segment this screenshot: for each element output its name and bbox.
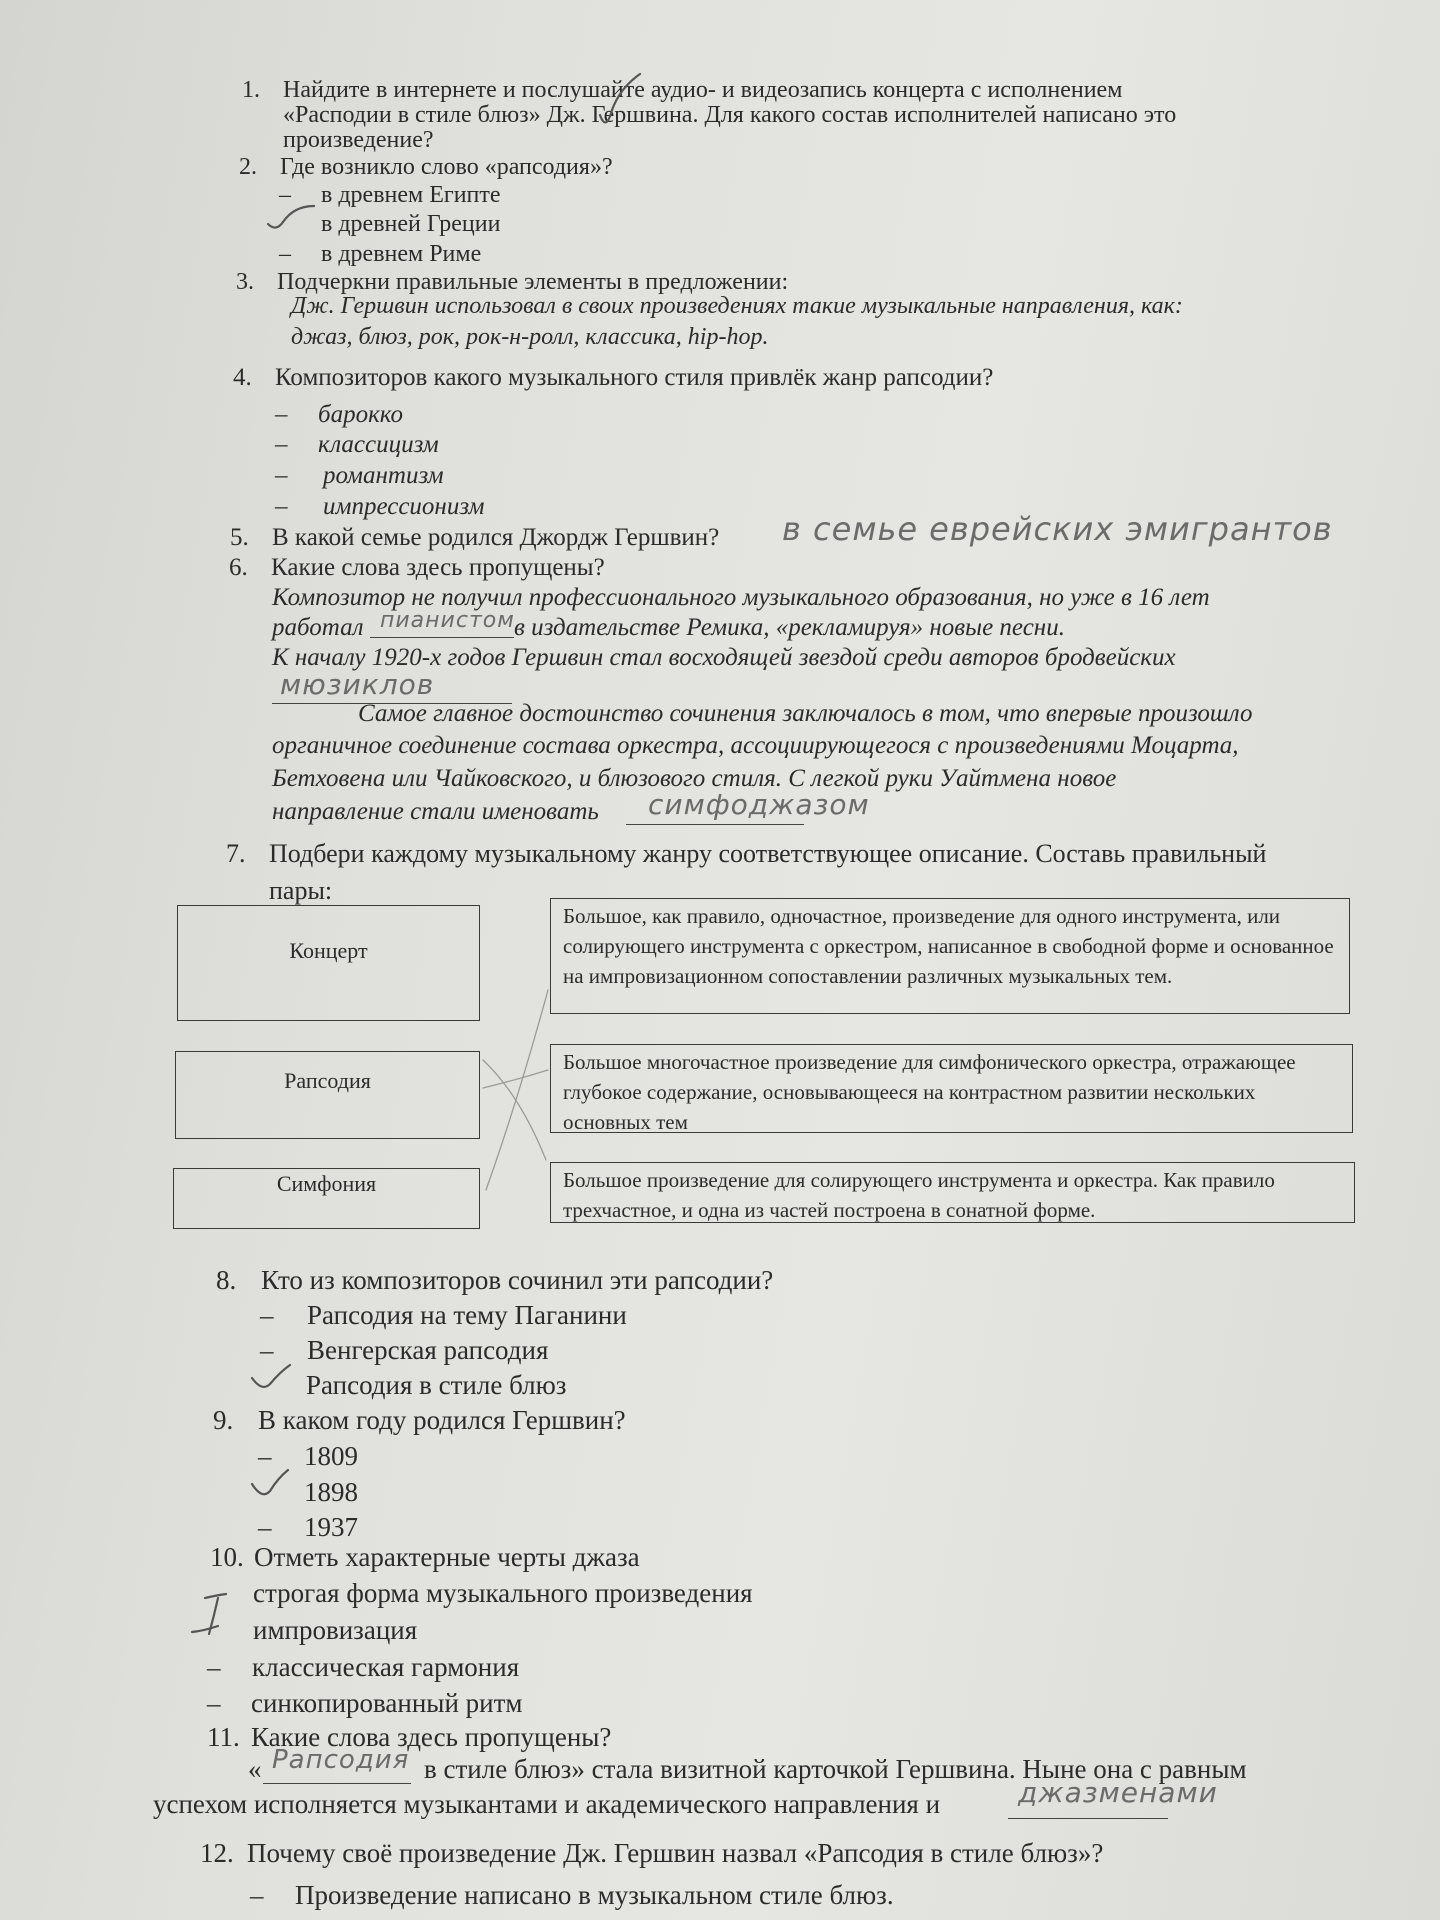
- q5-handwritten-answer: в семье еврейских эмигрантов: [782, 510, 1333, 548]
- q10-option: импровизация: [253, 1615, 418, 1645]
- q4-option-marker: –: [275, 431, 288, 458]
- q12-number: 12.: [200, 1838, 234, 1868]
- q4-option: барокко: [318, 401, 404, 428]
- q2-option: в древнем Египте: [321, 182, 501, 208]
- q4-option-marker: –: [275, 462, 288, 489]
- q10-option-marker: –: [207, 1688, 221, 1718]
- q4-number: 4.: [233, 364, 252, 391]
- q2-option: в древней Греции: [321, 211, 501, 237]
- q6-handwritten-answer3: симфоджазом: [648, 788, 870, 821]
- q6-text-line7: направление стали именовать: [272, 798, 599, 825]
- q6-text-line5: органичное соединение состава оркестра, ассоциирующегося с произведениями Моцарта,: [272, 732, 1239, 759]
- q12-option-marker: –: [250, 1880, 264, 1910]
- genre-label: Рапсодия: [284, 1068, 371, 1093]
- q2-checkmark-icon: [268, 206, 314, 228]
- q3-number: 3.: [236, 269, 254, 295]
- description-text: Большое, как правило, одночастное, произведение для одного инструмента, или солирующего инструмента с оркестром, написанное в свободной форме и основанное на импровизационном сопоставлении различных музыкальных тем.: [563, 904, 1334, 988]
- q12-question: Почему своё произведение Дж. Гершвин назвал «Рапсодия в стиле блюз»?: [247, 1838, 1104, 1868]
- q6-text-line2b: в издательстве Ремика, «рекламируя» новые песни.: [514, 614, 1065, 641]
- q6-question: Какие слова здесь пропущены?: [271, 554, 605, 581]
- q9-option-marker: –: [258, 1441, 272, 1471]
- q6-text-line1: Композитор не получил профессионального музыкального образования, но уже в 16 лет: [272, 584, 1210, 611]
- q8-option: Рапсодия в стиле блюз: [306, 1370, 567, 1400]
- q9-option: 1809: [304, 1441, 358, 1471]
- match-line-symphony-icon: [486, 990, 548, 1190]
- q3-sentence-line1: Дж. Гершвин использовал в своих произведениях такие музыкальные направления, как:: [291, 293, 1183, 319]
- q3-sentence-line2: джаз, блюз, рок, рок-н-ролл, классика, hip-hop.: [291, 324, 769, 350]
- q6-number: 6.: [229, 554, 248, 581]
- genre-label: Симфония: [276, 1171, 377, 1196]
- q1-pencil-stroke-icon: [600, 74, 640, 122]
- q8-option: Рапсодия на тему Паганини: [307, 1300, 627, 1330]
- q9-option-marker: –: [258, 1512, 272, 1542]
- q10-handwritten-mark-icon: [192, 1594, 226, 1634]
- q11-text-line2: успехом исполняется музыкантами и академического направления и: [153, 1789, 941, 1819]
- q11-handwritten-answer2: джазменами: [1018, 1776, 1218, 1809]
- q10-option-marker: –: [207, 1652, 221, 1682]
- q1-text-line1: Найдите в интернете и послушайте аудио- и видеозапись концерта с исполнением: [283, 77, 1123, 103]
- q4-question: Композиторов какого музыкального стиля привлёк жанр рапсодии?: [275, 364, 994, 391]
- q9-number: 9.: [213, 1405, 234, 1435]
- match-line-concert-icon: [483, 1060, 546, 1160]
- q1-text-line3: произведение?: [283, 127, 434, 153]
- q1-number: 1.: [242, 77, 260, 103]
- q5-number: 5.: [230, 524, 249, 551]
- q10-question: Отметь характерные черты джаза: [254, 1542, 640, 1572]
- q11-text-line1: в стиле блюз» стала визитной карточкой Гершвина. Ныне она с равным: [424, 1754, 1247, 1784]
- q2-option: в древнем Риме: [321, 241, 482, 267]
- description-text: Большое произведение для солирующего инструмента и оркестра. Как правило трехчастное, и одна из частей построена в сонатной форме.: [563, 1168, 1275, 1222]
- q11-number: 11.: [207, 1722, 240, 1752]
- q7-number: 7.: [226, 839, 246, 868]
- q2-question: Где возникло слово «рапсодия»?: [280, 154, 613, 180]
- q8-option: Венгерская рапсодия: [307, 1335, 549, 1365]
- q9-checkmark-icon: [252, 1470, 288, 1494]
- q8-option-marker: –: [260, 1335, 274, 1365]
- q4-option: импрессионизм: [323, 493, 485, 520]
- q4-option: классицизм: [318, 431, 439, 458]
- q10-number: 10.: [210, 1542, 244, 1572]
- q4-option-marker: –: [275, 493, 288, 520]
- q2-number: 2.: [239, 154, 257, 180]
- q11-open-quote: «: [248, 1754, 262, 1784]
- q9-option: 1898: [304, 1477, 358, 1507]
- q1-text-line2: «Расподии в стиле блюз» Дж. Гершвина. Для какого состав исполнителей написано это: [283, 102, 1177, 128]
- match-line-rhapsody-icon: [483, 1070, 548, 1088]
- q6-text-line2a: работал: [272, 614, 364, 641]
- q2-option-marker: –: [279, 241, 291, 267]
- q12-option: Произведение написано в музыкальном стиле блюз.: [295, 1880, 894, 1910]
- q5-question: В какой семье родился Джордж Гершвин?: [272, 524, 720, 551]
- q4-option-marker: –: [275, 401, 288, 428]
- q11-question: Какие слова здесь пропущены?: [251, 1722, 612, 1752]
- q8-option-marker: –: [260, 1300, 274, 1330]
- genre-label: Концерт: [289, 938, 368, 963]
- q9-question: В каком году родился Гершвин?: [258, 1405, 626, 1435]
- q8-question: Кто из композиторов сочинил эти рапсодии?: [261, 1265, 774, 1295]
- q6-text-line6: Бетховена или Чайковского, и блюзового стиля. С легкой руки Уайтмена новое: [272, 765, 1117, 792]
- q7-text-line1: Подбери каждому музыкальному жанру соответствующее описание. Составь правильный: [269, 839, 1267, 868]
- q4-option: романтизм: [323, 462, 444, 489]
- q6-handwritten-answer1: пианистом: [380, 608, 515, 633]
- q9-option: 1937: [304, 1512, 358, 1542]
- q8-number: 8.: [216, 1265, 237, 1295]
- q10-option: строгая форма музыкального произведения: [253, 1578, 753, 1608]
- q6-text-line3: К началу 1920-х годов Гершвин стал восходящей звездой среди авторов бродвейских: [272, 644, 1176, 671]
- q11-handwritten-answer1: Рапсодия: [272, 1745, 410, 1775]
- q6-text-line4: Самое главное достоинство сочинения заключалось в том, что впервые произошло: [358, 700, 1253, 727]
- q3-question: Подчеркни правильные элементы в предложении:: [277, 269, 789, 295]
- q6-handwritten-answer2: мюзиклов: [280, 668, 435, 701]
- q2-option-marker: –: [279, 182, 291, 208]
- q7-text-line2: пары:: [269, 876, 333, 905]
- description-text: Большое многочастное произведение для симфонического оркестра, отражающее глубокое содержание, основывающееся на контрастном развитии нескольких основных тем: [563, 1050, 1296, 1134]
- q8-checkmark-icon: [252, 1365, 290, 1387]
- q10-option: синкопированный ритм: [251, 1688, 523, 1718]
- q10-option: классическая гармония: [252, 1652, 520, 1682]
